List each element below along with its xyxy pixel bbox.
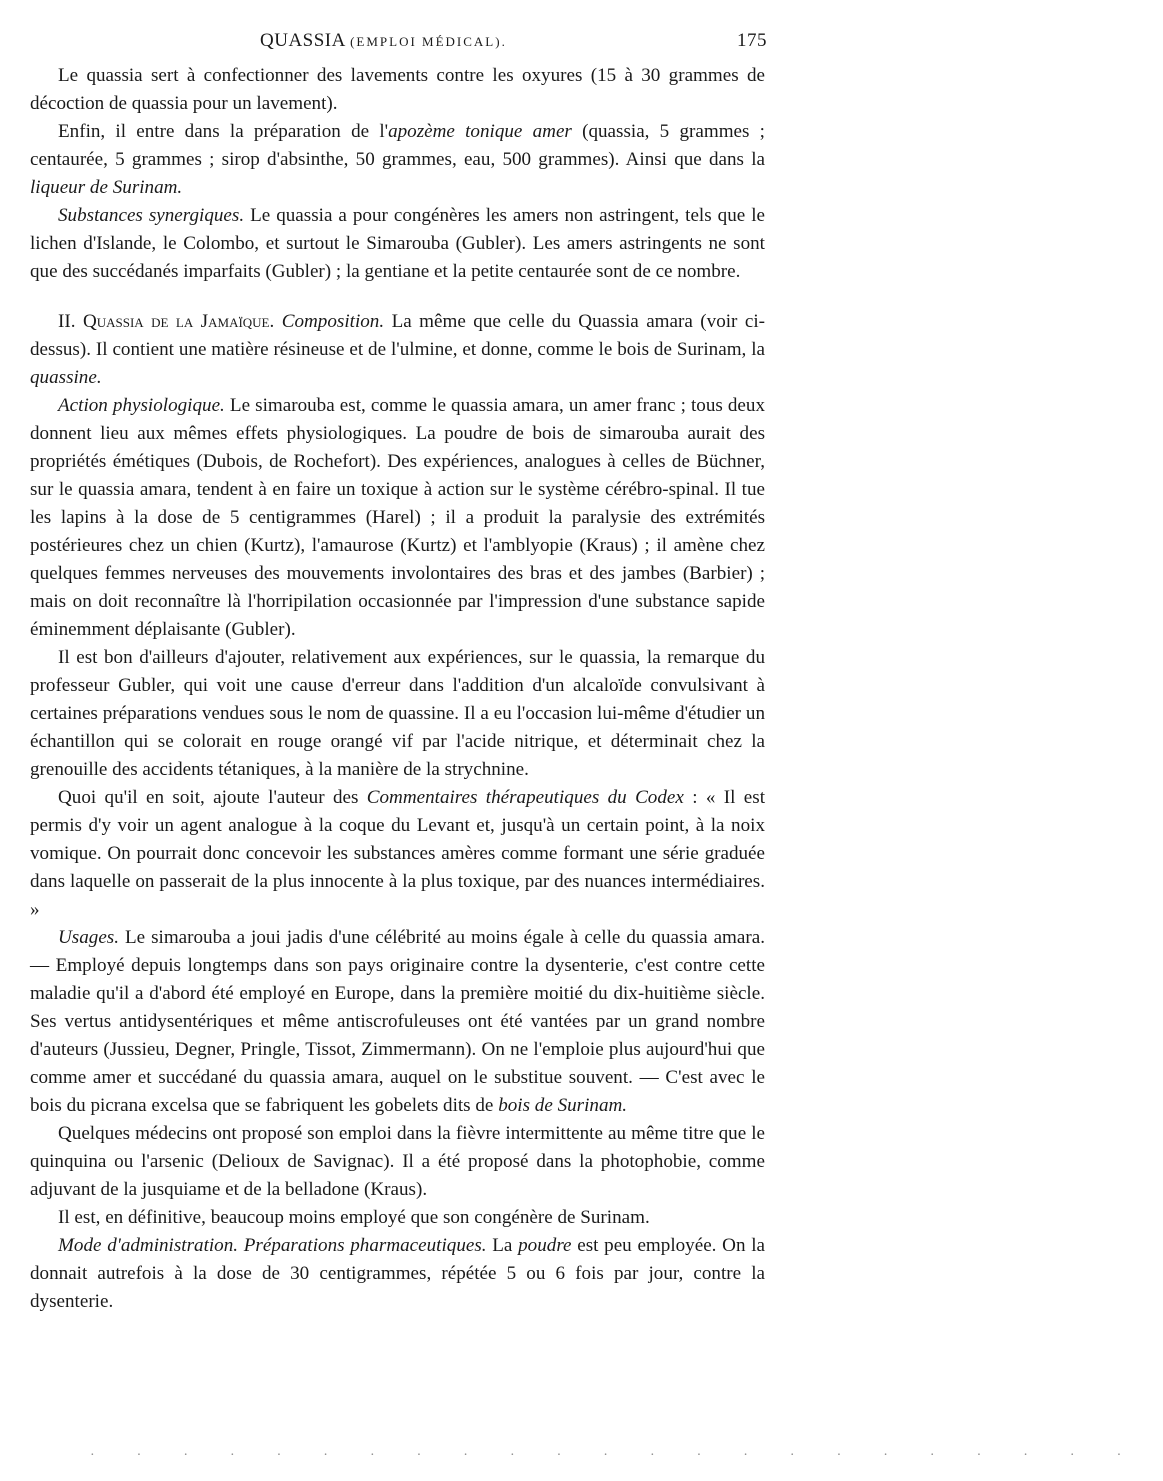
paragraph-administration [30, 1232, 765, 1316]
text: Il est bon d'ailleurs d'ajouter, relativement aux expériences, sur le quassia, la remarque du professeur Gubler, qui voit une cause d'erreur dans l'addition d'un alcaloïde convulsivant à certaines préparations vendues sous le nom de quassine. Il a eu l'occasion lui-même d'étudier un échantillon qui se colorait en rouge orangé vif par l'acide nitrique, et déterminait chez la grenouille des accidents tétaniques, à la manière de la strychnine. [30, 647, 765, 780]
italic-term: bois de Surinam. [498, 1095, 628, 1116]
text: Enfin, il entre dans la préparation de l' [58, 121, 389, 142]
text: La [486, 1235, 519, 1256]
italic-term: Commentaires thérapeutiques du Codex [366, 787, 684, 808]
paragraph-definitive [30, 1204, 765, 1232]
text: Il est, en définitive, beaucoup moins employé que son congénère de Surinam. [58, 1207, 650, 1228]
paragraph-usages [30, 924, 765, 1120]
section-heading: Composition. [281, 311, 385, 332]
text: Le quassia a pour congénères les amers non astringent, tels que le lichen d'Islande, le Colombo, et surtout le Simarouba (Gubler). Les amers astringents ne sont que des succédanés imparfaits (Gubler) ; la gentiane et la petite centaurée sont de ce nombre. [30, 205, 765, 282]
paragraph-gubler [30, 644, 765, 784]
footer-print-marks: ······················· [90, 1448, 1163, 1463]
text: Le quassia sert à confectionner des lavements contre les oxyures (15 à 30 grammes de décoction de quassia pour un lavement). [30, 65, 765, 114]
section-heading: Action physiologique. [58, 395, 225, 416]
italic-term: apozème tonique amer [388, 121, 572, 142]
text: Quelques médecins ont proposé son emploi dans la fièvre intermittente au même titre que le quinquina ou l'arsenic (Delioux de Savignac). Il a été proposé dans la photophobie, comme adjuvant de la jusquiame et de la belladone (Kraus). [30, 1123, 765, 1200]
paragraph-jamaique [30, 308, 765, 392]
page [30, 30, 765, 1316]
text: : « Il est permis d'y voir un agent analogue à la coque du Levant et, jusqu'à un certain point, à la noix vomique. On pourrait donc concevoir les substances amères comme formant une série graduée dans laquelle on passerait de la plus innocente à la plus toxique, par des nuances intermédiaires. » [30, 787, 766, 920]
text: Quoi qu'il en soit, ajoute l'auteur des [58, 787, 367, 808]
section-title: II. Quassia de la Jamaïque. [58, 311, 275, 332]
paragraph-medecins [30, 1120, 765, 1204]
section-heading: Usages. [58, 927, 119, 948]
text: Le simarouba a joui jadis d'une célébrité au moins égale à celle du quassia amara. — Employé depuis longtemps dans son pays originaire contre la dysenterie, c'est contre cette maladie qu'il a d'abord été employé en Europe, dans la première moitié du dix-huitième siècle. Ses vertus antidysentériques et même antiscrofuleuses ont été vantées par un grand nombre d'auteurs (Jussieu, Degner, Pringle, Tissot, Zimmermann). On ne l'emploie plus aujourd'hui que comme amer et succédané du quassia amara, auquel on le substitue souvent. — C'est avec le bois du picrana excelsa que se fabriquent les gobelets dits de [30, 927, 765, 1116]
text: Le simarouba est, comme le quassia amara, un amer franc ; tous deux donnent lieu aux mêmes effets physiologiques. La poudre de bois de simarouba aurait des propriétés émétiques (Dubois, de Rochefort). Des expériences, analogues à celles de Büchner, sur le quassia amara, tendent à en faire un toxique à action sur le système cérébro-spinal. Il tue les lapins à la dose de 5 centigrammes (Harel) ; il a produit la paralysie des extrémités postérieures chez un chien (Kurtz), l'amaurose (Kurtz) et l'amblyopie (Kraus) ; il amène chez quelques femmes nerveuses des mouvements involontaires des bras et des jambes (Barbier) ; mais on doit reconnaître là l'horripilation occasionnée par l'impression d'une substance sapide éminemment déplaisante (Gubler). [30, 395, 766, 640]
paragraph-synergiques [30, 202, 765, 286]
italic-term: poudre [518, 1235, 572, 1256]
italic-term: liqueur de Surinam. [30, 177, 183, 198]
section-heading: Mode d'administration. Préparations pharmaceutiques. [58, 1235, 487, 1256]
running-title-sub: (EMPLOI MÉDICAL). [350, 34, 507, 49]
section-heading: Substances synergiques. [58, 205, 245, 226]
running-header [30, 30, 765, 56]
text: (quassia, 5 grammes ; centaurée, 5 grammes ; sirop d'absinthe, 50 grammes, eau, 500 grammes). Ainsi que dans la [30, 121, 765, 170]
paragraph-codex [30, 784, 765, 924]
paragraph-apozeme [30, 118, 765, 202]
running-title-main: QUASSIA [260, 30, 345, 51]
text: est peu employée. On la donnait autrefois à la dose de 30 centigrammes, répétée 5 ou 6 fois par jour, contre la dysenterie. [30, 1235, 765, 1312]
body-text [30, 62, 765, 1316]
page-number: 175 [737, 30, 767, 51]
paragraph-action [30, 392, 765, 644]
paragraph-lavements [30, 62, 765, 118]
text: La même que celle du Quassia amara (voir ci-dessus). Il contient une matière résineuse et de l'ulmine, et donne, comme le bois de Surinam, la [30, 311, 765, 360]
italic-term: quassine. [30, 367, 102, 388]
running-title [260, 30, 507, 52]
